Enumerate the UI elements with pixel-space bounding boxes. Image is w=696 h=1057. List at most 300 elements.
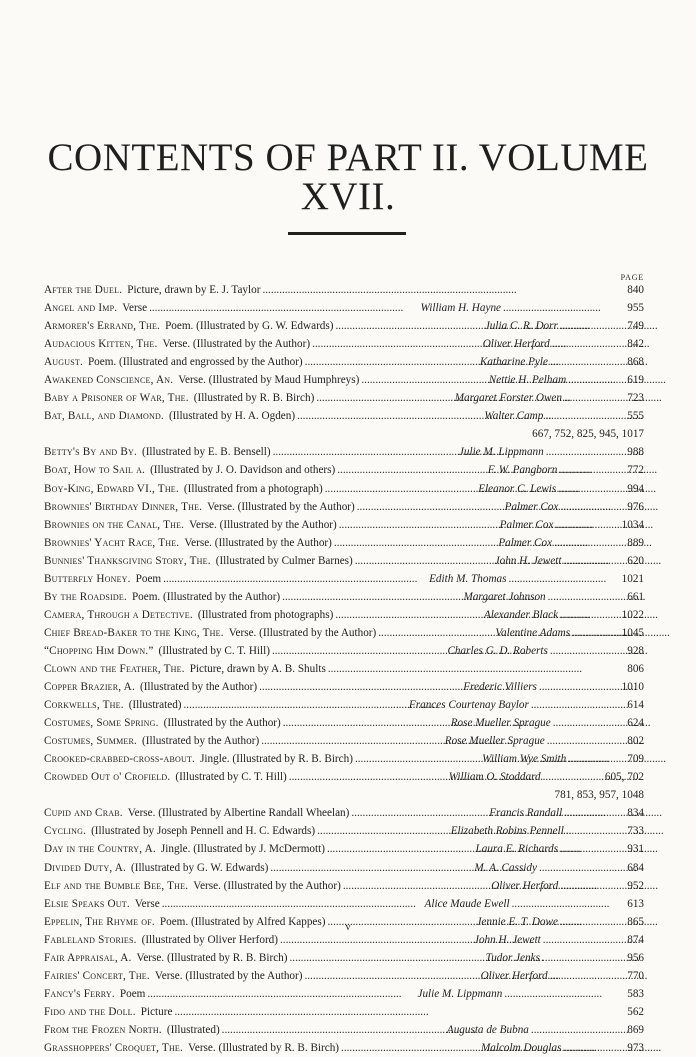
entry-author: Tudor Jenks [485,951,540,964]
contents-row [44,335,644,353]
dot-leader [568,371,616,389]
contents-row [44,498,644,516]
contents-row [44,714,644,732]
page-number: 772 [627,464,644,477]
page-number: 709 [627,753,644,766]
entry-title: Betty's By and By. [44,446,137,459]
page-column-header: PAGE [620,273,644,282]
entry-author: Katharine Pyle [479,356,548,369]
entry-author: Alexander Black [483,608,559,621]
dot-leader [334,534,496,552]
entry-title: Corkwells, The. [44,699,124,712]
contents-row [44,931,644,949]
entry-author: Frederic Villiers [463,681,537,694]
dot-leader [343,877,489,895]
entry-author: Alice Maude Ewell [424,897,510,910]
entry-title: Day in the Country, A. [44,843,156,856]
dot-leader [558,480,616,498]
dot-leader [555,516,616,534]
entry-left [44,534,332,552]
entry-title: Fancy's Ferry. [44,987,115,1000]
entry-title: Camera, Through a Detective. [44,608,193,621]
contents-row [44,353,644,371]
page-number: 840 [627,284,644,296]
dot-leader [560,840,616,858]
dot-leader [546,443,616,461]
title-rule [288,232,406,235]
contents-row [44,895,644,913]
entry-left [44,389,314,407]
page-number: 723 [627,392,644,405]
entry-description: (Illustrated by J. O. Davidson and others) [150,464,336,477]
entry-title: Brownies' Birthday Dinner, The. [44,500,203,513]
entry-left [44,985,145,1003]
entry-author: Oliver Herford [480,969,548,982]
entry-description: (Illustrated by C. T. Hill) [158,644,270,657]
contents-row [44,678,644,696]
contents-row [44,389,644,407]
entry-description: Poem. (Illustrated by G. W. Edwards) [165,320,334,333]
entry-left [44,660,326,678]
dot-leader [560,498,616,516]
entry-author: Julie M. Lippmann [417,987,503,1000]
entry-description: Verse. (Illustrated by the Author) [154,969,303,982]
entry-description: Jingle. (Illustrated by J. McDermott) [160,843,325,856]
page-number: 1022 [621,608,644,621]
entry-author: F. W. Pangborn [487,464,558,477]
entry-title: Brownies' Yacht Race, The. [44,536,180,549]
dot-leader [272,642,446,660]
entry-title: Fair Appraisal, A. [44,951,132,964]
entry-author: William Wye Smith [482,753,567,766]
page-number: 928 [627,644,644,657]
entry-author: Nettie H. Pelham [488,374,567,387]
entry-description: (Illustrated by R. B. Birch) [193,392,315,405]
contents-row-continuation [44,786,644,804]
entry-title: Grasshoppers' Croquet, The. [44,1041,184,1054]
contents-row [44,967,644,985]
entry-author: William O. Stoddard [448,771,541,784]
entry-author: Palmer Cox [499,518,554,531]
entry-description: Poem. (Illustrated and engrossed by the Author) [87,356,303,369]
dot-leader [548,588,616,606]
entry-author: Augusta de Bubna [446,1023,529,1036]
dot-leader [337,461,486,479]
entry-left [44,335,310,353]
contents-row [44,1039,644,1057]
folio: v [345,922,351,933]
page-number: 624 [627,717,644,730]
page-number: 619 [627,374,644,387]
entry-left [44,840,325,858]
entry-description: (Illustrated by Joseph Pennell and H. C. Edwards) [91,825,316,838]
dot-leader [539,859,616,877]
contents-row [44,949,644,967]
entry-description: Verse [134,897,160,910]
entry-title: Cupid and Crab. [44,807,123,820]
entry-description: Verse. (Illustrated by the Author) [189,518,337,531]
dot-leader [174,1003,616,1021]
entry-title: Brownies on the Canal, The. [44,518,185,531]
dot-leader [289,768,447,786]
entry-description: (Illustrated by the Author) [163,717,281,730]
entry-author: Eleanor C. Lewis [478,482,557,495]
contents-row [44,822,644,840]
entry-left [44,696,182,714]
page-number: 994 [627,482,644,495]
entry-title: Boat, How to Sail a. [44,464,146,477]
entry-description: (Illustrated) [128,699,182,712]
dot-leader [563,1039,616,1057]
entry-title: Fairies' Concert, The. [44,969,150,982]
entry-description: Verse [122,302,148,315]
entry-description: Verse. (Illustrated by the Author) [207,500,355,513]
page-number: 976 [627,500,644,513]
entry-title: From the Frozen North. [44,1023,162,1036]
entry-title: Angel and Imp. [44,302,118,315]
page-number: 802 [627,735,644,748]
entry-title: Costumes, Some Spring. [44,717,159,730]
entry-title: Eppelin, The Rhyme of. [44,915,155,928]
contents-row [44,317,644,335]
entry-description: Verse. (Illustrated by the Author) [228,626,377,639]
entry-author: Laura E. Richards [475,843,559,856]
entry-author: Malcolm Douglas [480,1041,562,1054]
page-number: 684 [627,861,644,874]
entry-author: Palmer Cox [504,500,559,513]
entry-description: Verse. (Illustrated by the Author) [162,338,311,351]
dot-leader [312,335,481,353]
contents-row [44,985,644,1003]
dot-leader [560,606,616,624]
entry-author: Valentine Adams [495,626,571,639]
entry-left [44,1039,339,1057]
dot-leader [560,317,616,335]
entry-title: Awakened Conscience, An. [44,374,174,387]
page-number: 667, 752, 825, 945, 1017 [532,428,644,441]
contents-row [44,1021,644,1039]
entry-description: Picture, drawn by A. B. Shults [189,662,326,675]
dot-leader [512,895,616,913]
entry-left [44,804,349,822]
entry-left [44,606,333,624]
page-number: 806 [627,662,644,675]
dot-leader [270,859,472,877]
entry-left [44,281,260,299]
entry-description: Verse. (Illustrated by R. B. Birch) [188,1041,340,1054]
entry-author: Margaret Johnson [463,590,546,603]
entry-left [44,877,341,895]
dot-leader [552,335,616,353]
entry-title: Elf and the Bumble Bee, The. [44,879,189,892]
entry-author: Rose Mueller Sprague [450,717,551,730]
entry-left [44,516,337,534]
dot-leader [531,1021,616,1039]
contents-row [44,859,644,877]
contents-list [44,281,644,1057]
page-number: 614 [627,699,644,712]
entry-description: (Illustrated from photographs) [197,608,334,621]
contents-row [44,642,644,660]
dot-leader [503,299,616,317]
entry-title: Costumes, Summer. [44,735,138,748]
page-number: 1045 [621,626,644,639]
dot-leader [563,552,616,570]
entry-author: Margaret Forster Owen [454,392,562,405]
contents-row [44,877,644,895]
entry-author: Francis Randall [489,807,563,820]
entry-left [44,570,161,588]
entry-author: Elizabeth Robins Pennell [450,825,564,838]
dot-leader [357,498,503,516]
entry-left [44,750,353,768]
page-number: 1021 [621,572,644,585]
page-number: 956 [627,951,644,964]
entry-title: Chief Bread-Baker to the King, The. [44,626,224,639]
entry-description: Picture [140,1005,173,1018]
entry-title: Crowded Out o' Crofield. [44,771,171,784]
dot-leader [147,985,415,1003]
page-number: 661 [627,590,644,603]
entry-description: (Illustrated by G. W. Edwards) [131,861,269,874]
dot-leader [259,678,461,696]
entry-title: “Chopping Him Down.” [44,644,154,657]
contents-row [44,299,644,317]
dot-leader [261,732,443,750]
entry-left [44,407,295,425]
entry-left [44,1003,172,1021]
contents-row [44,732,644,750]
contents-row [44,480,644,498]
page-number: 749 [627,320,644,333]
entry-author: Julia C. R. Dorr [484,320,558,333]
entry-left [44,443,271,461]
contents-row [44,840,644,858]
page-number: 605, 702 [604,771,644,784]
dot-leader [280,931,472,949]
entry-left [44,552,353,570]
entry-left [44,461,335,479]
contents-row [44,768,644,786]
dot-leader [339,516,498,534]
entry-description: (Illustrated by the Author) [142,735,260,748]
page-number: 865 [627,915,644,928]
dot-leader [335,606,482,624]
dot-leader [543,931,616,949]
dot-leader [553,714,616,732]
dot-leader [543,768,603,786]
entry-left [44,371,359,389]
contents-row [44,552,644,570]
entry-description: Poem [119,987,146,1000]
entry-title: Fableland Stories. [44,933,137,946]
entry-title: By the Roadside. [44,590,127,603]
dot-leader [550,353,616,371]
page-number: 931 [627,843,644,856]
page-number: 842 [627,338,644,351]
dot-leader [327,840,474,858]
contents-row [44,461,644,479]
entry-author: Walter Camp [484,410,544,423]
contents-row [44,407,644,425]
dot-leader [545,407,616,425]
contents-row-continuation [44,425,644,443]
entry-title: Copper Brazier, A. [44,681,135,694]
dot-leader [297,407,482,425]
dot-leader [508,570,616,588]
entry-title: Fido and the Doll. [44,1005,136,1018]
dot-leader [539,678,616,696]
dot-leader [378,624,493,642]
entry-author: John H. Jewett [474,933,541,946]
dot-leader [184,696,407,714]
entry-description: (Illustrated by Culmer Barnes) [215,554,353,567]
entry-title: Armorer's Errand, The. [44,320,161,333]
dot-leader [504,985,616,1003]
dot-leader [361,371,486,389]
page-number: 889 [627,536,644,549]
page-number: 583 [627,987,644,1000]
dot-leader [273,443,457,461]
entry-left [44,480,323,498]
entry-left [44,299,147,317]
dot-leader [222,1021,445,1039]
page-number: 562 [627,1005,644,1018]
entry-description: (Illustrated by H. A. Ogden) [168,410,296,423]
entry-description: Poem. (Illustrated by the Author) [131,590,281,603]
entry-left [44,642,270,660]
dot-leader [325,480,476,498]
page-title: CONTENTS OF PART II. VOLUME XVII. [47,136,649,218]
entry-description: Verse. (Illustrated by Maud Humphreys) [178,374,360,387]
entry-title: Bunnies' Thanksgiving Story, The. [44,554,211,567]
dot-leader [328,660,616,678]
dot-leader [355,750,480,768]
entry-description: Jingle. (Illustrated by R. B. Birch) [200,753,353,766]
contents-row [44,606,644,624]
contents-row [44,624,644,642]
entry-title: Baby a Prisoner of War, The. [44,392,189,405]
dot-leader [568,750,616,768]
dot-leader [559,461,616,479]
page-number: 869 [627,1023,644,1036]
entry-title: Boy-King, Edward VI., The. [44,482,179,495]
page-number: 834 [627,807,644,820]
dot-leader [341,1039,479,1057]
dot-leader [355,552,493,570]
entry-title: Audacious Kitten, The. [44,338,158,351]
entry-author: Palmer Cox [498,536,553,549]
dot-leader [566,822,616,840]
entry-left [44,353,303,371]
dot-leader [554,534,616,552]
entry-description: (Illustrated by the Author) [139,681,258,694]
dot-leader [149,299,418,317]
entry-left [44,895,160,913]
page-number: 955 [627,302,645,315]
entry-left [44,624,376,642]
entry-title: August. [44,356,83,369]
contents-row [44,804,644,822]
dot-leader [316,389,452,407]
entry-left [44,859,268,877]
page-number: 868 [627,356,644,369]
entry-left [44,317,333,335]
entry-description: (Illustrated by E. B. Bensell) [141,446,271,459]
entry-left [44,949,288,967]
entry-left [44,732,259,750]
dot-leader [560,877,616,895]
entry-description: Verse. (Illustrated by the Author) [193,879,341,892]
entry-description: (Illustrated by C. T. Hill) [175,771,287,784]
entry-description: Poem. (Illustrated by Alfred Kappes) [159,915,326,928]
dot-leader [163,570,427,588]
contents-row [44,534,644,552]
contents-row [44,570,644,588]
page-number: 613 [627,897,645,910]
dot-leader [290,949,484,967]
entry-left [44,967,302,985]
entry-left [44,768,287,786]
dot-leader [317,822,449,840]
entry-author: Julie M. Lippmann [458,446,544,459]
entry-author: Frances Courtenay Baylor [408,699,529,712]
dot-leader [283,714,449,732]
dot-leader [351,804,487,822]
page-number: 555 [627,410,644,423]
entry-title: Elsie Speaks Out. [44,897,130,910]
dot-leader [304,967,478,985]
entry-description: Verse. (Illustrated by R. B. Birch) [136,951,288,964]
entry-title: Clown and the Feather, The. [44,662,185,675]
page-number: 952 [627,879,644,892]
entry-left [44,678,257,696]
entry-author: Charles G. D. Roberts [447,644,548,657]
dot-leader [335,317,482,335]
entry-author: Jennie E. T. Dowe [476,915,558,928]
entry-description: (Illustrated by Oliver Herford) [141,933,278,946]
entry-author: William H. Hayne [420,302,502,315]
entry-left [44,498,355,516]
page-number: 973 [627,1041,644,1054]
page-number: 620 [627,554,644,567]
entry-author: Oliver Herford [491,879,559,892]
contents-row [44,371,644,389]
page-number: 874 [627,933,644,946]
page-number: 770 [627,969,644,982]
entry-title: Crooked-crabbed-cross-about. [44,753,196,766]
dot-leader [547,732,616,750]
page-number: 781, 853, 957, 1048 [554,789,644,802]
page-number: 1034 [621,518,644,531]
entry-author: M. A. Cassidy [474,861,537,874]
entry-author: Rose Mueller Sprague [444,735,545,748]
contents-row [44,696,644,714]
contents-row [44,660,644,678]
entry-title: Divided Duty, A. [44,861,126,874]
entry-author: Oliver Herford [482,338,550,351]
contents-row [44,588,644,606]
entry-title: Cycling. [44,825,87,838]
dot-leader [550,642,616,660]
dot-leader [542,949,616,967]
contents-row [44,281,644,299]
contents-row [44,1003,644,1021]
page-number: 1010 [621,681,644,694]
dot-leader [282,588,461,606]
entry-left [44,931,278,949]
dot-leader [162,895,423,913]
